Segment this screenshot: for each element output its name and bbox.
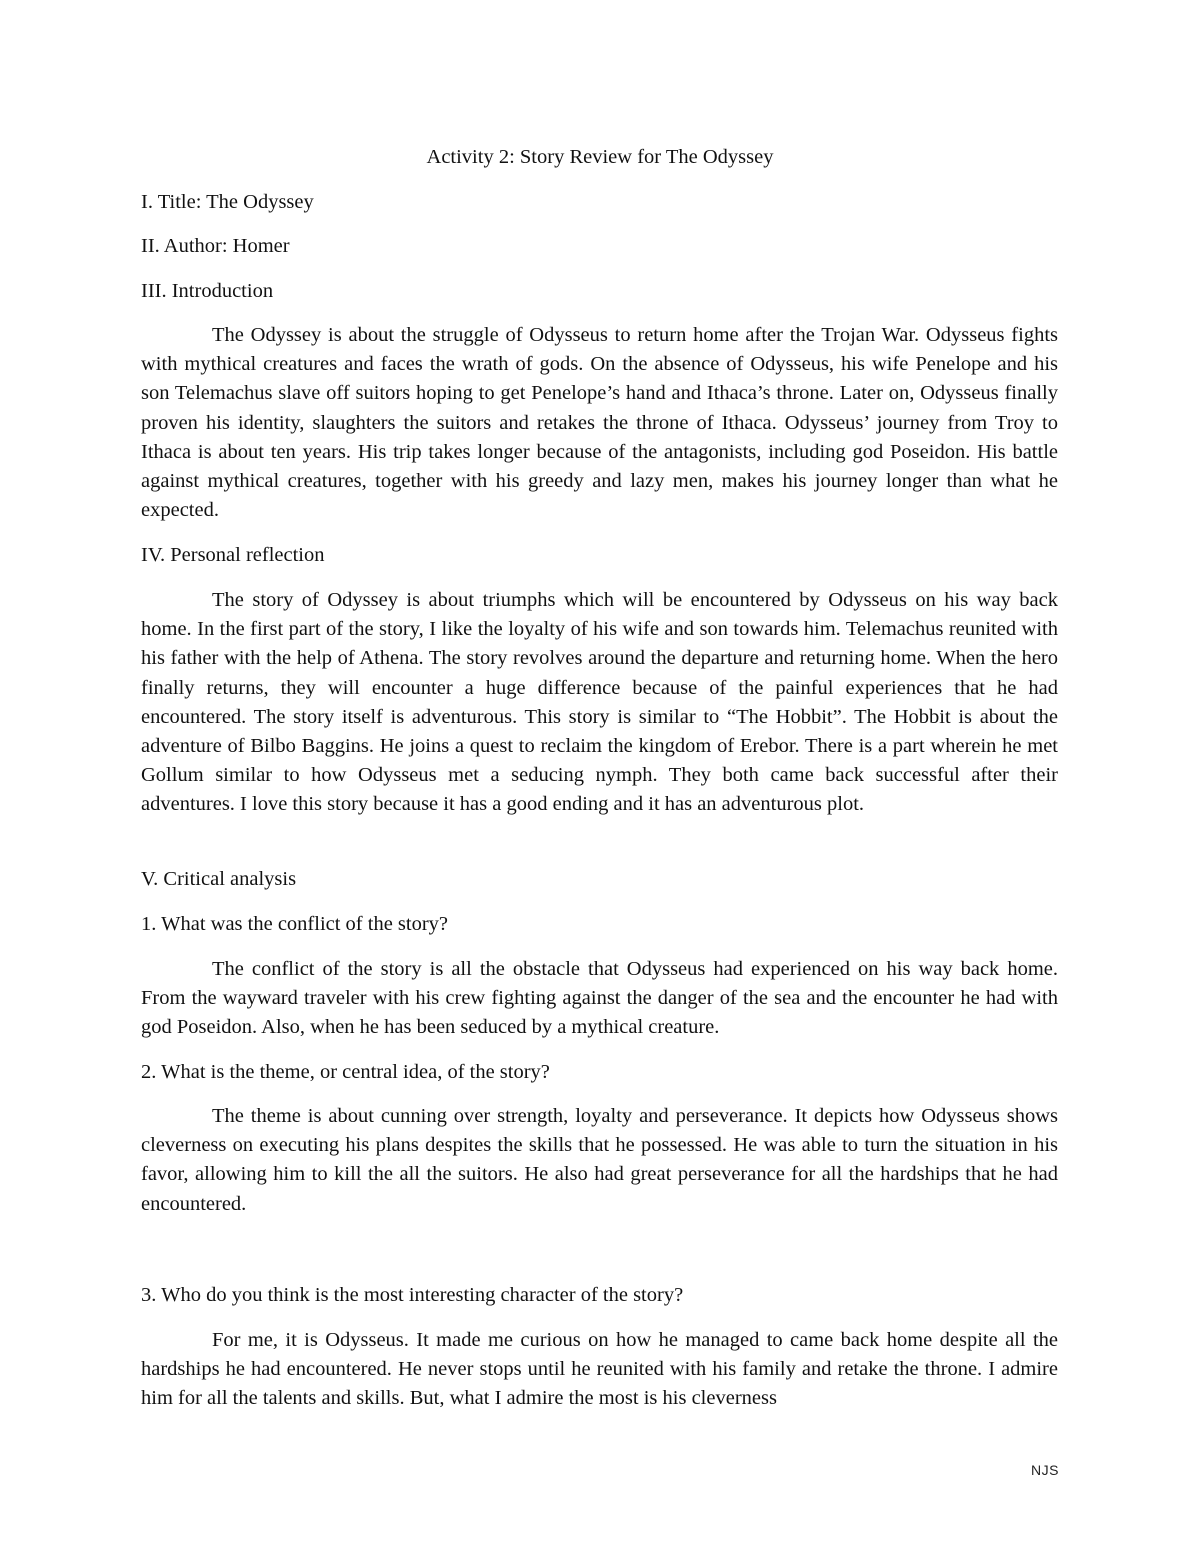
reflection-heading: IV. Personal reflection — [141, 544, 325, 566]
footer-initials: NJS — [1031, 1462, 1059, 1478]
title-line: I. Title: The Odyssey — [141, 191, 314, 213]
question-2: 2. What is the theme, or central idea, of the story? — [141, 1061, 550, 1083]
question-1: 1. What was the conflict of the story? — [141, 913, 449, 935]
answer-1-paragraph: The conflict of the story is all the obstacle that Odysseus had experienced on his way back home. From the wayward traveler with his crew fighting against the danger of the sea and the encounter he had with god Poseidon. Also, when he has been seduced by a mythical creature. — [141, 958, 1058, 1039]
critical-analysis-heading: V. Critical analysis — [141, 868, 297, 890]
answer-2-paragraph: The theme is about cunning over strength, loyalty and perseverance. It depicts how Odysseus shows cleverness on executing his plans despites the skills that he possessed. He was able to turn the situation in his favor, allowing him to kill the all the suitors. He also had great perseverance for all the hardships that he had encountered. — [141, 1105, 1058, 1215]
question-3: 3. Who do you think is the most interesting character of the story? — [141, 1284, 684, 1306]
answer-3-paragraph: For me, it is Odysseus. It made me curious on how he managed to came back home despite all the hardships he had encountered. He never stops until he reunited with his family and retake the throne. I admire him for all the talents and skills. But, what I admire the most is his cleverness — [141, 1329, 1058, 1410]
introduction-paragraph: The Odyssey is about the struggle of Odysseus to return home after the Trojan War. Odysseus fights with mythical creatures and faces the wrath of gods. On the absence of Odysseus, his wife Penelope and his son Telemachus slave off suitors hoping to get Penelope’s hand and Ithaca’s throne. Later on, Odysseus finally proven his identity, slaughters the suitors and retakes the throne of Ithaca. Odysseus’ journey from Troy to Ithaca is about ten years. His trip takes longer because of the antagonists, including god Poseidon. His battle against mythical creatures, together with his greedy and lazy men, makes his journey longer than what he expected. — [141, 324, 1058, 522]
document-title: Activity 2: Story Review for The Odyssey — [426, 146, 774, 168]
introduction-heading: III. Introduction — [141, 280, 274, 302]
author-line: II. Author: Homer — [141, 235, 290, 257]
reflection-paragraph: The story of Odyssey is about triumphs which will be encountered by Odysseus on his way back home. In the first part of the story, I like the loyalty of his wife and son towards him. Telemachus reunited with his father with the help of Athena. The story revolves around the departure and returning home. When the hero finally returns, they will encounter a huge difference because of the painful experiences that he had encountered. The story itself is adventurous. This story is similar to “The Hobbit”. The Hobbit is about the adventure of Bilbo Baggins. He joins a quest to reclaim the kingdom of Erebor. There is a part wherein he met Gollum similar to how Odysseus met a seducing nymph. They both came back successful after their adventures. I love this story because it has a good ending and it has an adventurous plot. — [141, 589, 1058, 816]
